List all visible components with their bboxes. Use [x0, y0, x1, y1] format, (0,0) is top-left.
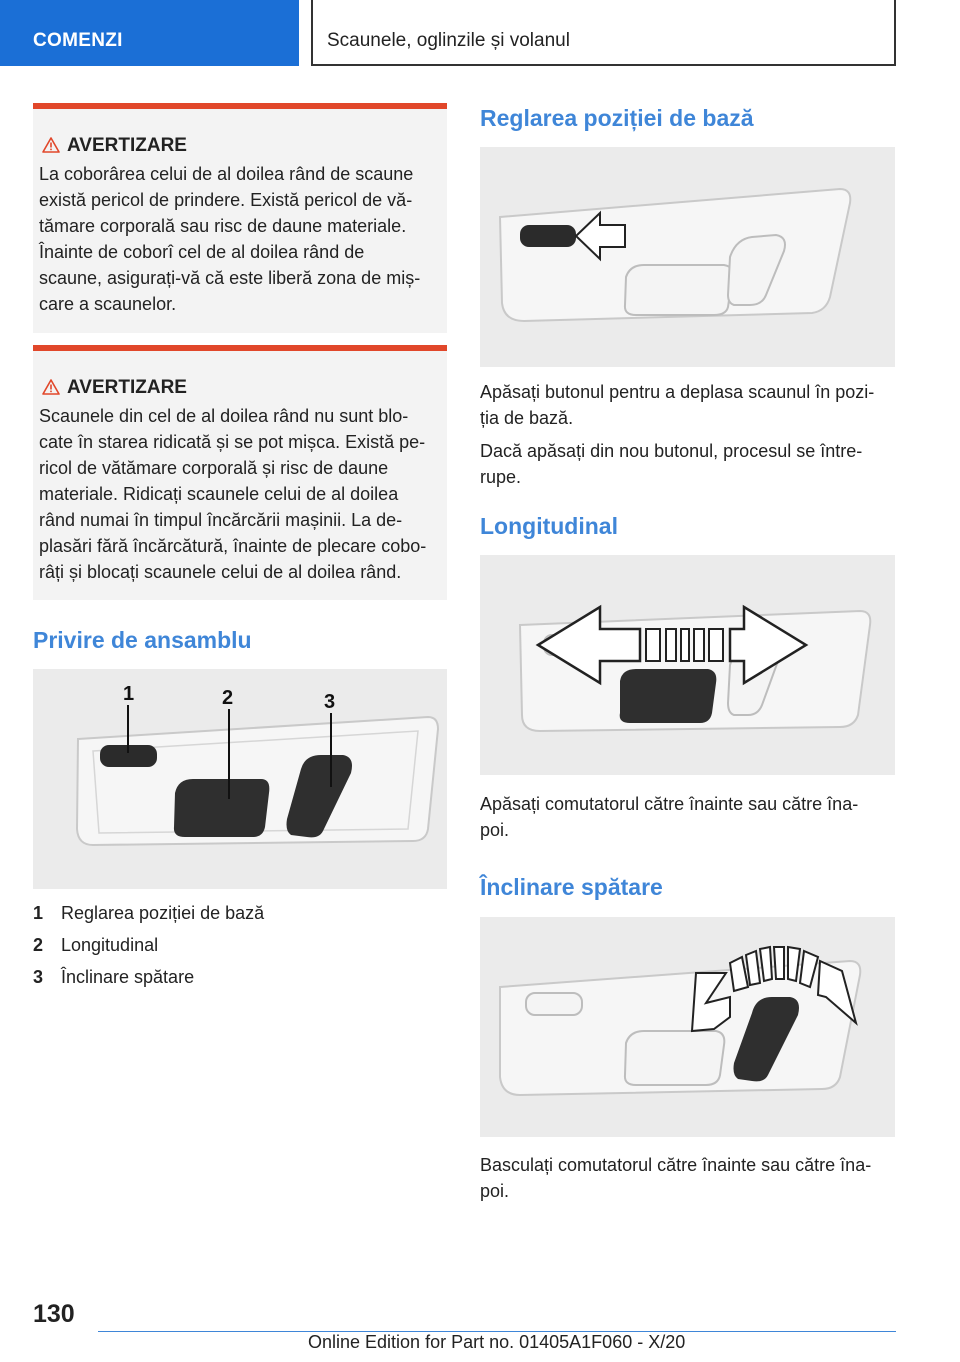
- section-tab: [0, 0, 299, 66]
- callout-3: 3: [324, 691, 336, 713]
- warning-box-2: [33, 345, 447, 600]
- base-position-image: [480, 147, 895, 367]
- longitudinal-paragraph: Apăsați comutatorul către înainte sau către îna- poi.: [480, 794, 859, 840]
- chapter-title: Scaunele, oglinzile și volanul: [327, 30, 570, 51]
- page-number: 130: [33, 1300, 75, 1328]
- overview-heading: Privire de ansamblu: [33, 627, 252, 653]
- warning-text: La coborârea celui de al doilea rând de scaune există pericol de prindere. Există pericol de vă- tămare corporală sau risc de daune materiale. Înainte de coborî cel de al doilea rând de scaune, asigurați-vă că este liberă zona de miș- care a scaunelor.: [39, 164, 421, 314]
- callout-1: 1: [123, 683, 135, 705]
- base-position-paragraph-1: Apăsați butonul pentru a deplasa scaunul în pozi- ția de bază.: [480, 382, 875, 428]
- longitudinal-heading: Longitudinal: [480, 513, 618, 539]
- warning-box-1: [33, 103, 447, 333]
- backrest-heading: Înclinare spătare: [480, 874, 663, 900]
- chapter-tab: [311, 0, 896, 66]
- warning-title: AVERTIZARE: [67, 135, 187, 156]
- longitudinal-image: [480, 555, 895, 775]
- section-title: COMENZI: [33, 30, 123, 51]
- warning-text: Scaunele din cel de al doilea rând nu sunt blo- cate în starea ridicată și se pot mișca. Există pe- ricol de vătămare corporală și risc de daune materiale. Ridicați scaunele celui de al doilea rând numai în timpul încărcării mașinii. La de- plasări fără încărcătură, înainte de plecare cobo- râți și blocați scaunele celui de al doilea rând.: [39, 406, 427, 582]
- warning-title: AVERTIZARE: [67, 377, 187, 398]
- base-position-heading: Reglarea poziției de bază: [480, 105, 754, 131]
- warning-triangle-icon: [42, 379, 60, 395]
- warning-triangle-icon: [42, 137, 60, 153]
- callout-2: 2: [222, 687, 234, 709]
- backrest-tilt-image: [480, 917, 895, 1137]
- edition-text: Online Edition for Part no. 01405A1F060 - X/20: [308, 1332, 686, 1352]
- seat-controls-overview-image: [33, 669, 447, 889]
- base-position-paragraph-2: Dacă apăsați din nou butonul, procesul se între- rupe.: [480, 441, 863, 487]
- backrest-paragraph: Basculați comutatorul către înainte sau către îna- poi.: [480, 1155, 872, 1201]
